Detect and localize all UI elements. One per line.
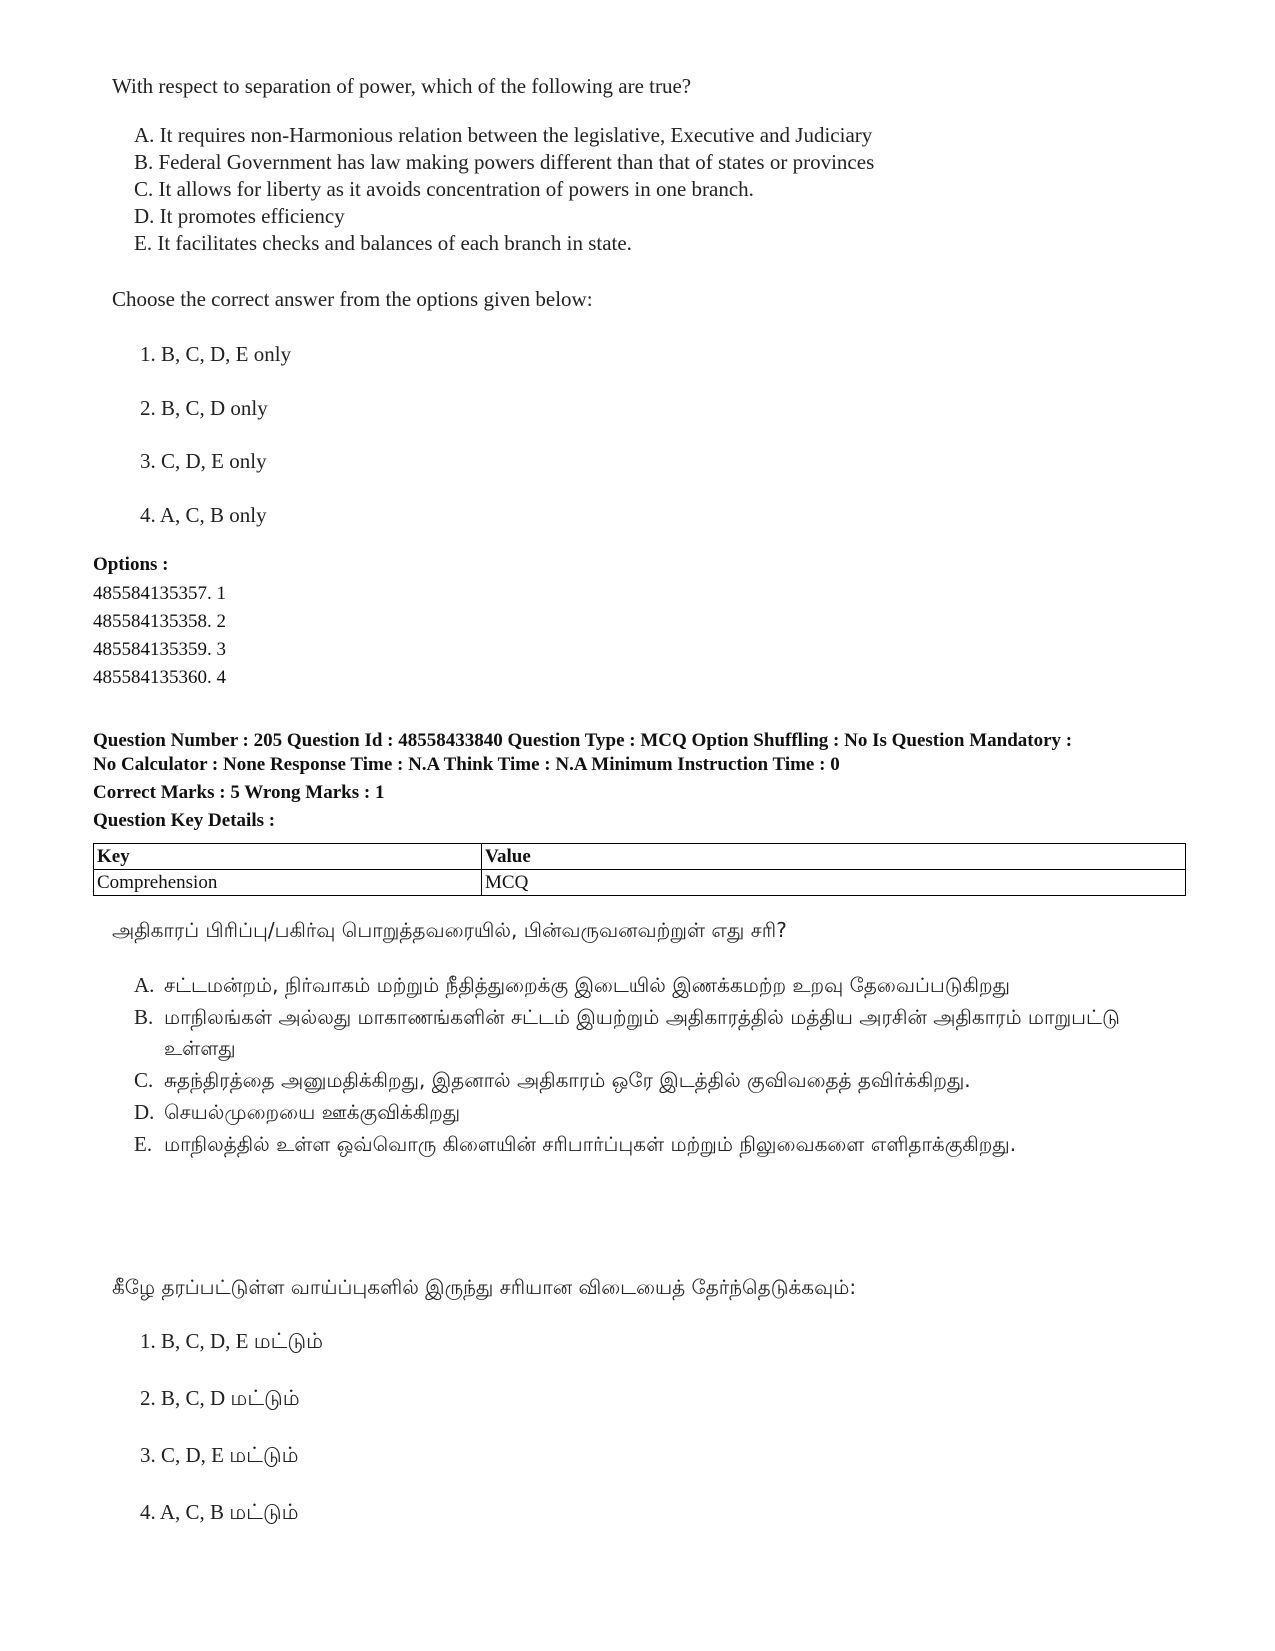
choice-item: 4. A, C, B only (140, 502, 267, 527)
question-meta-line2: No Calculator : None Response Time : N.A Think Time : N.A Minimum Instruction Time : 0 (93, 754, 840, 775)
tamil-statement-item (134, 1065, 1174, 1096)
table-header-key: Key (94, 844, 482, 870)
tamil-choice-list (140, 1327, 323, 1555)
statement-list (134, 122, 874, 257)
marks-line: Correct Marks : 5 Wrong Marks : 1 (93, 782, 385, 803)
option-id-item: 485584135360. 4 (93, 667, 226, 688)
choice-item: 2. B, C, D only (140, 395, 268, 420)
statement-label: E. (134, 1132, 153, 1156)
statement-item: E. It facilitates checks and balances of each branch in state. (134, 231, 632, 255)
statement-item: C. It allows for liberty as it avoids concentration of powers in one branch. (134, 177, 754, 201)
options-heading: Options : (93, 554, 169, 575)
option-id-item: 485584135358. 2 (93, 611, 226, 632)
tamil-statement-item (134, 1129, 1174, 1160)
tamil-instruction-text: கீழே தரப்பட்டுள்ள வாய்ப்புகளில் இருந்து சரியான விடையைத் தேர்ந்தெடுக்கவும்: (112, 1275, 857, 1299)
option-id-item: 485584135359. 3 (93, 639, 226, 660)
choice-item: 3. C, D, E only (140, 449, 267, 473)
statement-item: B. Federal Government has law making powers different than that of states or provinces (134, 150, 875, 174)
table-cell-key: Comprehension (94, 870, 482, 896)
table-header-row (94, 844, 1186, 870)
statement-item: D. It promotes efficiency (134, 204, 345, 228)
tamil-statement-item (134, 1097, 1174, 1128)
table-header-value: Value (482, 844, 1186, 870)
table-cell-value: MCQ (482, 870, 1186, 896)
statement-label: D. (134, 1100, 155, 1124)
question-text: With respect to separation of power, which of the following are true? (112, 74, 692, 98)
question-meta-line1: Question Number : 205 Question Id : 48558433840 Question Type : MCQ Option Shuffling : No Is Question Mandatory : (93, 730, 1073, 751)
tamil-statement-list (134, 970, 1174, 1161)
key-details-table (93, 843, 1186, 896)
tamil-statement-item (134, 1002, 1174, 1064)
option-id-item: 485584135357. 1 (93, 583, 226, 604)
choice-item: 1. B, C, D, E only (140, 342, 292, 366)
tamil-statement-item (134, 970, 1174, 1001)
statement-label: C. (134, 1068, 154, 1092)
statement-text: சட்டமன்றம், நிர்வாகம் மற்றும் நீதித்துறைக்கு இடையில் இணக்கமற்ற உறவு தேவைப்படுகிறது (164, 973, 1010, 997)
table-row (94, 870, 1186, 896)
tamil-question-text: அதிகாரப் பிரிப்பு/பகிர்வு பொறுத்தவரையில், பின்வருவனவற்றுள் எது சரி? (112, 918, 787, 942)
statement-label: B. (134, 1005, 154, 1029)
tamil-choice-item: 4. A, C, B மட்டும் (140, 1500, 299, 1524)
choice-list (140, 341, 291, 555)
statement-text: செயல்முறையை ஊக்குவிக்கிறது (164, 1100, 461, 1124)
tamil-choice-item: 1. B, C, D, E மட்டும் (140, 1329, 324, 1353)
key-details-heading: Question Key Details : (93, 810, 276, 831)
statement-item: A. It requires non-Harmonious relation between the legislative, Executive and Judiciary (134, 123, 873, 147)
statement-text: மாநிலங்கள் அல்லது மாகாணங்களின் சட்டம் இயற்றும் அதிகாரத்தில் மத்திய அரசின் அதிகாரம் மாறுபட்டு உள்ளது (164, 1005, 1120, 1060)
instruction-text: Choose the correct answer from the options given below: (112, 287, 593, 311)
options-list (93, 580, 226, 692)
statement-text: சுதந்திரத்தை அனுமதிக்கிறது, இதனால் அதிகாரம் ஒரே இடத்தில் குவிவதைத் தவிர்க்கிறது. (164, 1068, 971, 1092)
tamil-choice-item: 2. B, C, D மட்டும் (140, 1386, 300, 1410)
statement-text: மாநிலத்தில் உள்ள ஒவ்வொரு கிளையின் சரிபார்ப்புகள் மற்றும் நிலுவைகளை எளிதாக்குகிறது. (164, 1132, 1017, 1156)
tamil-choice-item: 3. C, D, E மட்டும் (140, 1443, 299, 1467)
statement-label: A. (134, 973, 155, 997)
